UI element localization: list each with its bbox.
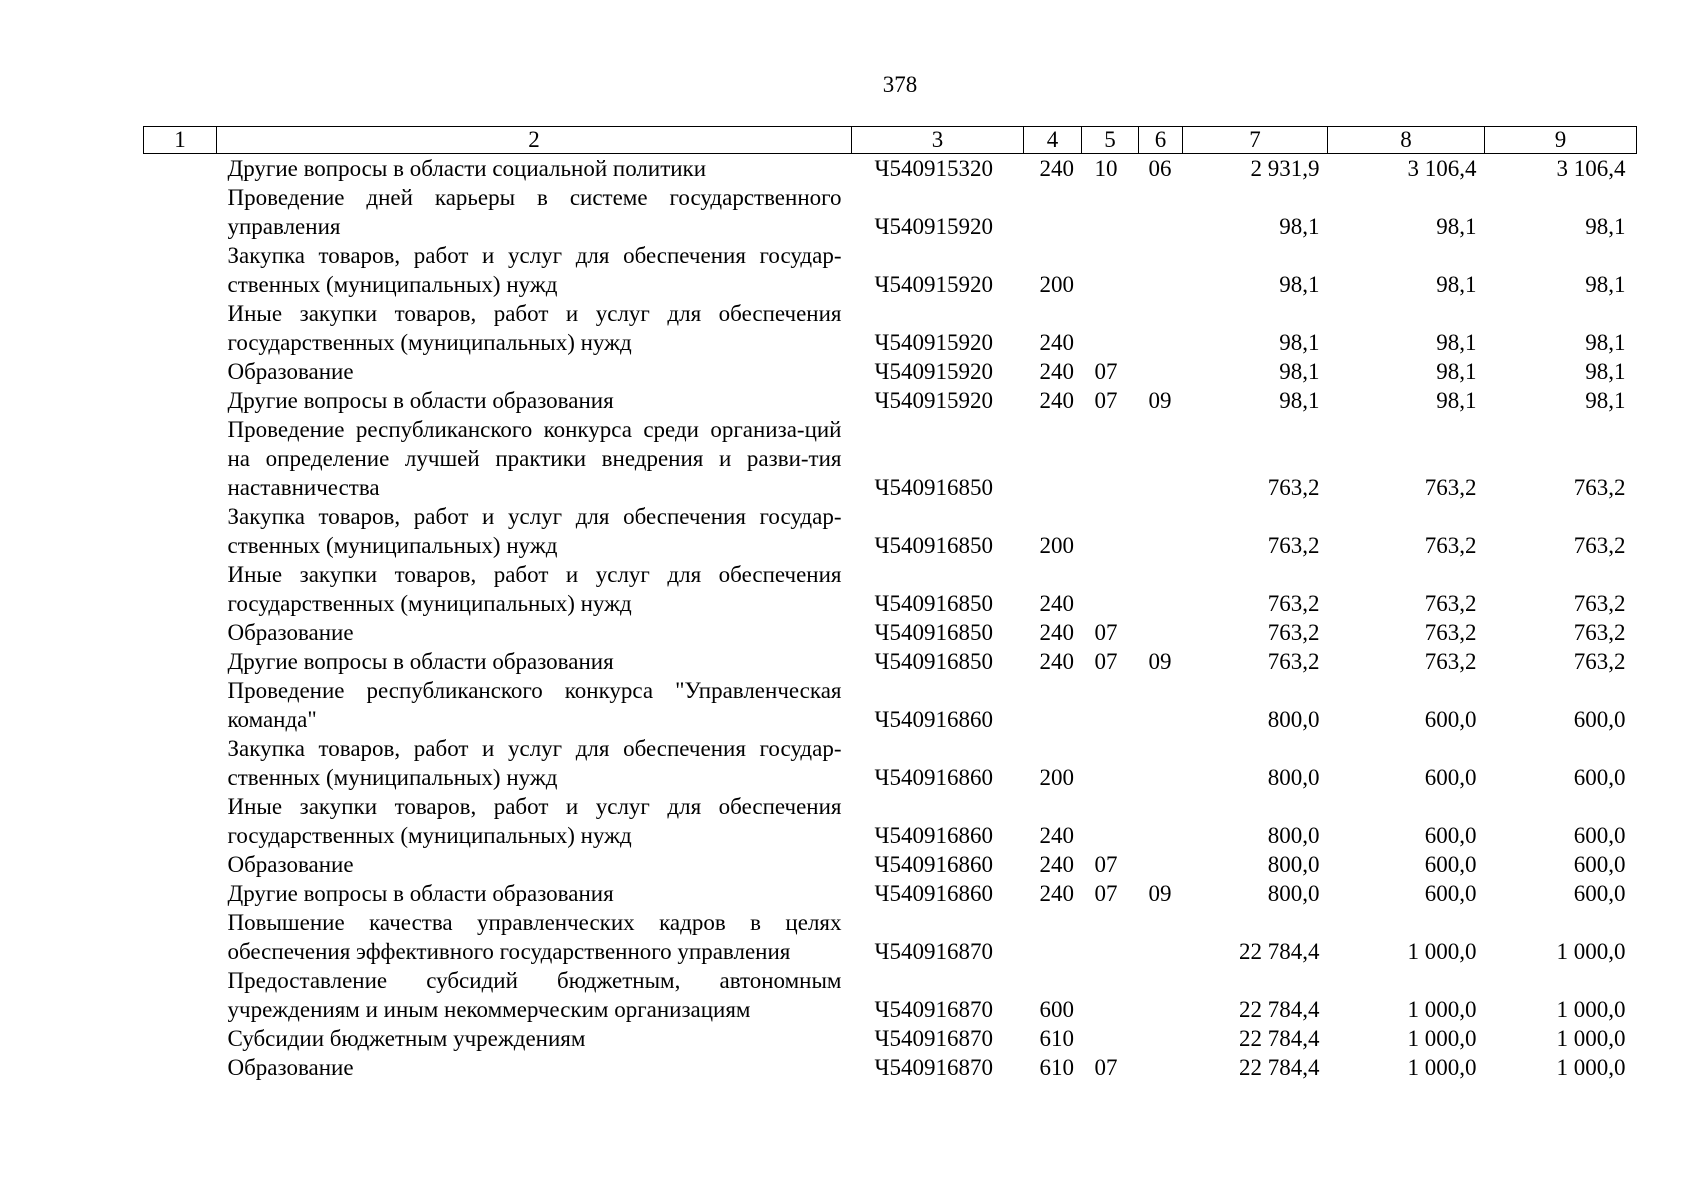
row-value-7: 22 784,4 [1239, 997, 1320, 1022]
row-value-8: 98,1 [1436, 388, 1477, 413]
row-code: Ч540916850 [874, 533, 993, 558]
row-name: Проведение дней карьеры в системе государственного управления [227, 185, 842, 239]
row-subsection [1139, 676, 1183, 734]
row-code: Ч540916860 [874, 881, 993, 906]
row-section: 07 [1094, 359, 1118, 384]
column-header: 1 [144, 127, 217, 154]
row-value-8: 3 106,4 [1407, 156, 1477, 181]
column-header: 4 [1024, 127, 1082, 154]
row-value-8: 1 000,0 [1407, 1026, 1477, 1051]
row-name: Другие вопросы в области образования [227, 881, 614, 906]
table-row [144, 415, 1637, 502]
row-expense-type: 240 [1039, 823, 1074, 848]
row-blank-cell [144, 357, 217, 386]
row-value-9: 3 106,4 [1556, 156, 1626, 181]
row-subsection [1139, 357, 1183, 386]
row-blank-cell [144, 618, 217, 647]
column-header: 8 [1328, 127, 1485, 154]
row-subsection [1139, 966, 1183, 1024]
row-subsection [1139, 241, 1183, 299]
row-name: Закупка товаров, работ и услуг для обеспечения государ-ственных (муниципальных) нужд [227, 736, 842, 790]
row-subsection [1139, 1024, 1183, 1053]
row-value-8: 1 000,0 [1407, 997, 1477, 1022]
row-value-7: 800,0 [1267, 881, 1320, 906]
row-blank-cell [144, 183, 217, 241]
row-blank-cell [144, 966, 217, 1024]
row-subsection: 09 [1148, 881, 1172, 906]
row-value-7: 800,0 [1267, 823, 1320, 848]
row-value-7: 800,0 [1267, 765, 1320, 790]
row-value-8: 600,0 [1424, 852, 1477, 877]
row-blank-cell [144, 502, 217, 560]
row-section [1082, 966, 1139, 1024]
row-section: 07 [1094, 852, 1118, 877]
table-row [144, 908, 1637, 966]
row-name: Закупка товаров, работ и услуг для обеспечения государ-ственных (муниципальных) нужд [227, 504, 842, 558]
row-code: Ч540916860 [874, 765, 993, 790]
row-subsection: 06 [1148, 156, 1172, 181]
row-code: Ч540915320 [874, 156, 993, 181]
row-value-7: 98,1 [1279, 272, 1320, 297]
row-value-9: 98,1 [1585, 388, 1626, 413]
row-value-7: 763,2 [1267, 620, 1320, 645]
row-value-8: 98,1 [1436, 214, 1477, 239]
row-name: Предоставление субсидий бюджетным, автономным учреждениям и иным некоммерческим организациям [227, 968, 842, 1022]
row-value-9: 1 000,0 [1556, 1055, 1626, 1080]
row-value-7: 763,2 [1267, 475, 1320, 500]
row-code: Ч540916860 [874, 823, 993, 848]
column-header: 5 [1082, 127, 1139, 154]
row-value-7: 98,1 [1279, 359, 1320, 384]
row-code: Ч540916870 [874, 997, 993, 1022]
column-number-header-row [144, 127, 1637, 154]
table-row [144, 241, 1637, 299]
row-section [1082, 908, 1139, 966]
table-row [144, 850, 1637, 879]
row-value-7: 98,1 [1279, 214, 1320, 239]
row-value-8: 1 000,0 [1407, 939, 1477, 964]
row-code: Ч540915920 [874, 272, 993, 297]
column-header: 3 [852, 127, 1024, 154]
row-value-9: 763,2 [1573, 475, 1626, 500]
row-value-9: 600,0 [1573, 765, 1626, 790]
row-blank-cell [144, 676, 217, 734]
table-row [144, 966, 1637, 1024]
page-number: 378 [882, 72, 918, 97]
row-name: Иные закупки товаров, работ и услуг для обеспечения государственных (муниципальных) нужд [227, 562, 842, 616]
row-expense-type: 240 [1039, 330, 1074, 355]
row-value-7: 800,0 [1267, 707, 1320, 732]
table-row [144, 618, 1637, 647]
row-section [1082, 299, 1139, 357]
row-subsection [1139, 618, 1183, 647]
row-name: Другие вопросы в области социальной политики [227, 156, 707, 181]
row-value-7: 763,2 [1267, 591, 1320, 616]
row-value-9: 98,1 [1585, 272, 1626, 297]
row-value-8: 763,2 [1424, 591, 1477, 616]
table-row [144, 183, 1637, 241]
row-blank-cell [144, 879, 217, 908]
row-blank-cell [144, 850, 217, 879]
row-code: Ч540915920 [874, 388, 993, 413]
row-blank-cell [144, 560, 217, 618]
table-row [144, 647, 1637, 676]
budget-table [143, 126, 1637, 1082]
row-value-9: 763,2 [1573, 620, 1626, 645]
row-name: Другие вопросы в области образования [227, 388, 614, 413]
row-value-8: 763,2 [1424, 649, 1477, 674]
row-name: Другие вопросы в области образования [227, 649, 614, 674]
table-row [144, 357, 1637, 386]
row-expense-type [1024, 908, 1082, 966]
row-value-8: 600,0 [1424, 707, 1477, 732]
row-section [1082, 560, 1139, 618]
row-expense-type: 200 [1039, 533, 1074, 558]
row-value-8: 763,2 [1424, 475, 1477, 500]
row-blank-cell [144, 647, 217, 676]
row-value-9: 1 000,0 [1556, 939, 1626, 964]
row-code: Ч540916870 [874, 939, 993, 964]
row-value-9: 763,2 [1573, 649, 1626, 674]
row-value-7: 800,0 [1267, 852, 1320, 877]
row-expense-type: 240 [1039, 388, 1074, 413]
row-blank-cell [144, 299, 217, 357]
row-subsection [1139, 908, 1183, 966]
row-section: 07 [1094, 620, 1118, 645]
row-value-8: 600,0 [1424, 823, 1477, 848]
row-value-7: 22 784,4 [1239, 1026, 1320, 1051]
row-name: Повышение качества управленческих кадров в целях обеспечения эффективного государственного управления [227, 910, 842, 964]
row-blank-cell [144, 734, 217, 792]
row-name: Иные закупки товаров, работ и услуг для обеспечения государственных (муниципальных) нужд [227, 301, 842, 355]
row-expense-type: 240 [1039, 881, 1074, 906]
row-value-9: 98,1 [1585, 359, 1626, 384]
row-value-8: 98,1 [1436, 359, 1477, 384]
row-expense-type: 600 [1039, 997, 1074, 1022]
row-expense-type: 240 [1039, 852, 1074, 877]
row-blank-cell [144, 908, 217, 966]
table-body [144, 154, 1637, 1083]
row-expense-type: 240 [1039, 156, 1074, 181]
column-header: 9 [1485, 127, 1637, 154]
row-blank-cell [144, 1024, 217, 1053]
row-blank-cell [144, 154, 217, 184]
row-expense-type: 240 [1039, 359, 1074, 384]
row-value-9: 1 000,0 [1556, 1026, 1626, 1051]
row-name: Образование [227, 620, 354, 645]
row-expense-type: 610 [1039, 1055, 1074, 1080]
row-value-8: 98,1 [1436, 272, 1477, 297]
row-value-9: 600,0 [1573, 707, 1626, 732]
row-value-9: 98,1 [1585, 214, 1626, 239]
row-name: Проведение республиканского конкурса среди организа-ций на определение лучшей практики внедрения и разви-тия наставничества [227, 417, 842, 500]
row-blank-cell [144, 386, 217, 415]
row-subsection [1139, 1053, 1183, 1082]
row-value-8: 1 000,0 [1407, 1055, 1477, 1080]
row-subsection [1139, 792, 1183, 850]
row-value-8: 98,1 [1436, 330, 1477, 355]
column-header: 2 [217, 127, 852, 154]
row-value-7: 763,2 [1267, 649, 1320, 674]
row-value-7: 98,1 [1279, 330, 1320, 355]
column-header: 7 [1183, 127, 1328, 154]
row-value-7: 98,1 [1279, 388, 1320, 413]
row-blank-cell [144, 1053, 217, 1082]
row-expense-type: 240 [1039, 591, 1074, 616]
row-subsection [1139, 502, 1183, 560]
row-section: 07 [1094, 881, 1118, 906]
row-name: Субсидии бюджетным учреждениям [227, 1026, 586, 1051]
row-value-9: 98,1 [1585, 330, 1626, 355]
row-expense-type: 200 [1039, 272, 1074, 297]
row-section [1082, 183, 1139, 241]
row-subsection [1139, 734, 1183, 792]
table-row [144, 299, 1637, 357]
table-row [144, 792, 1637, 850]
row-subsection [1139, 183, 1183, 241]
row-value-9: 763,2 [1573, 591, 1626, 616]
row-code: Ч540916860 [874, 852, 993, 877]
table-row [144, 386, 1637, 415]
row-value-9: 763,2 [1573, 533, 1626, 558]
table-row [144, 502, 1637, 560]
row-subsection [1139, 850, 1183, 879]
row-value-9: 1 000,0 [1556, 997, 1626, 1022]
row-section [1082, 676, 1139, 734]
row-code: Ч540916850 [874, 620, 993, 645]
row-subsection: 09 [1148, 388, 1172, 413]
row-expense-type [1024, 676, 1082, 734]
row-value-8: 763,2 [1424, 533, 1477, 558]
table-row [144, 734, 1637, 792]
row-value-9: 600,0 [1573, 852, 1626, 877]
table-row [144, 560, 1637, 618]
row-section: 10 [1094, 156, 1118, 181]
row-section [1082, 502, 1139, 560]
row-expense-type: 200 [1039, 765, 1074, 790]
row-expense-type: 240 [1039, 620, 1074, 645]
row-code: Ч540916870 [874, 1026, 993, 1051]
row-blank-cell [144, 792, 217, 850]
row-code: Ч540915920 [874, 214, 993, 239]
row-code: Ч540916860 [874, 707, 993, 732]
row-code: Ч540915920 [874, 330, 993, 355]
row-subsection [1139, 560, 1183, 618]
row-blank-cell [144, 241, 217, 299]
row-name: Проведение республиканского конкурса "Управленческая команда" [227, 678, 842, 732]
row-subsection [1139, 299, 1183, 357]
row-value-8: 600,0 [1424, 881, 1477, 906]
row-name: Закупка товаров, работ и услуг для обеспечения государ-ственных (муниципальных) нужд [227, 243, 842, 297]
row-value-7: 763,2 [1267, 533, 1320, 558]
row-expense-type: 610 [1039, 1026, 1074, 1051]
row-subsection [1139, 415, 1183, 502]
row-name: Иные закупки товаров, работ и услуг для обеспечения государственных (муниципальных) нужд [227, 794, 842, 848]
row-code: Ч540915920 [874, 359, 993, 384]
row-name: Образование [227, 359, 354, 384]
row-section [1082, 792, 1139, 850]
row-expense-type [1024, 183, 1082, 241]
table-row [144, 154, 1637, 184]
row-section [1082, 241, 1139, 299]
table-row [144, 879, 1637, 908]
row-value-9: 600,0 [1573, 881, 1626, 906]
row-section: 07 [1094, 1055, 1118, 1080]
row-value-7: 22 784,4 [1239, 1055, 1320, 1080]
row-code: Ч540916870 [874, 1055, 993, 1080]
row-code: Ч540916850 [874, 475, 993, 500]
row-name: Образование [227, 852, 354, 877]
row-subsection: 09 [1148, 649, 1172, 674]
row-value-9: 600,0 [1573, 823, 1626, 848]
column-header: 6 [1139, 127, 1183, 154]
row-section [1082, 1024, 1139, 1053]
row-code: Ч540916850 [874, 649, 993, 674]
row-expense-type: 240 [1039, 649, 1074, 674]
row-value-8: 600,0 [1424, 765, 1477, 790]
row-value-8: 763,2 [1424, 620, 1477, 645]
row-section: 07 [1094, 649, 1118, 674]
table-row [144, 676, 1637, 734]
row-value-7: 2 931,9 [1250, 156, 1320, 181]
row-section: 07 [1094, 388, 1118, 413]
table-row [144, 1024, 1637, 1053]
row-section [1082, 415, 1139, 502]
row-name: Образование [227, 1055, 354, 1080]
row-value-7: 22 784,4 [1239, 939, 1320, 964]
table-row [144, 1053, 1637, 1082]
row-blank-cell [144, 415, 217, 502]
row-expense-type [1024, 415, 1082, 502]
row-section [1082, 734, 1139, 792]
row-code: Ч540916850 [874, 591, 993, 616]
